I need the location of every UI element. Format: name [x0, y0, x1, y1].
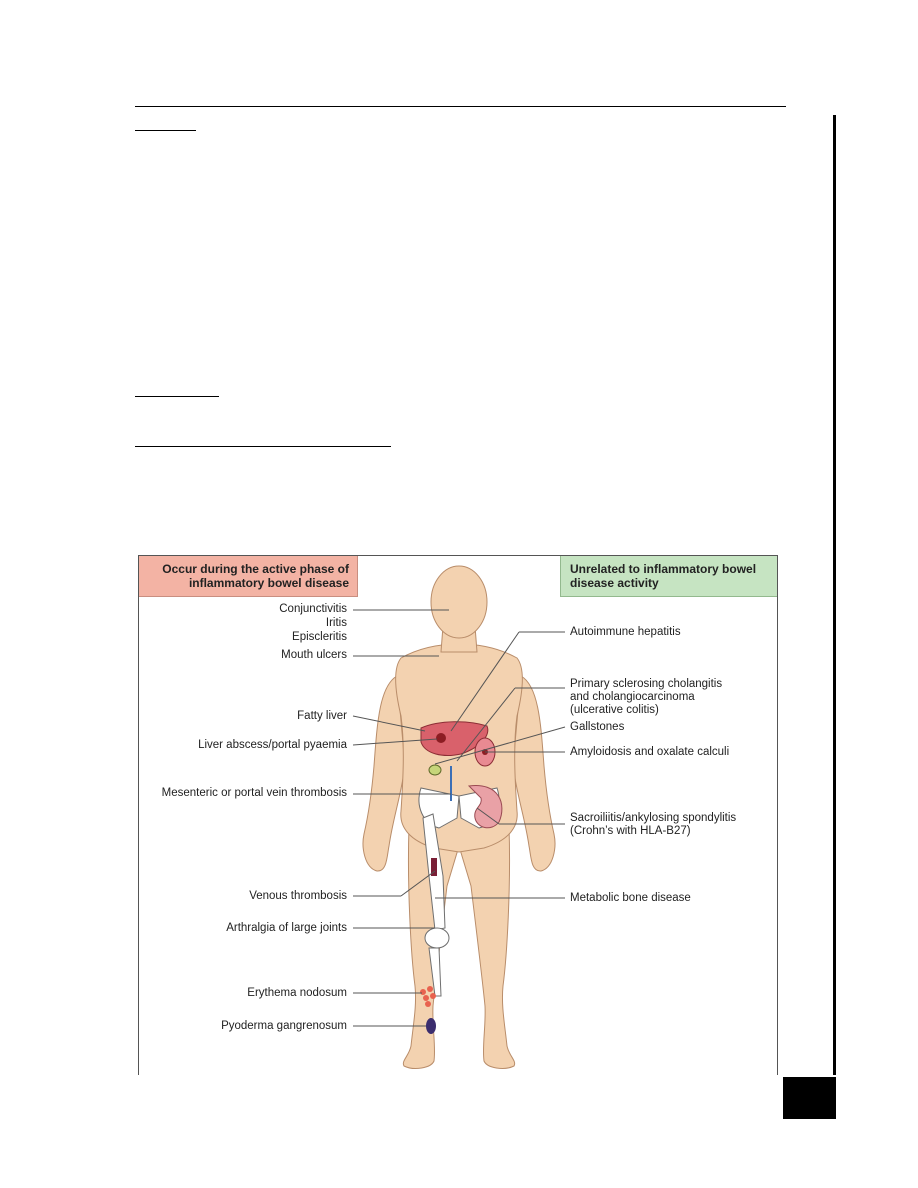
page-corner-block [783, 1077, 836, 1119]
label-erythema-nodosum: Erythema nodosum [247, 987, 347, 999]
label-psc-line1: Primary sclerosing cholangitis [570, 678, 723, 690]
label-sacroiliitis-line1: Sacroiliitis/ankylosing spondylitis [570, 812, 737, 824]
heading-underline-3 [135, 446, 391, 447]
label-psc-line3: (ulcerative colitis) [570, 704, 659, 716]
label-gallstones: Gallstones [570, 721, 625, 733]
label-liver-abscess: Liver abscess/portal pyaemia [198, 739, 347, 751]
ibd-extraintestinal-figure [138, 555, 778, 1075]
label-fatty-liver: Fatty liver [297, 710, 347, 722]
label-conjunctivitis: Conjunctivitis [279, 603, 347, 615]
top-rule [135, 106, 786, 107]
label-sacroiliitis-line2: (Crohn’s with HLA-B27) [570, 825, 691, 837]
label-amyloidosis: Amyloidosis and oxalate calculi [570, 746, 730, 758]
label-venous-thrombosis: Venous thrombosis [249, 890, 347, 902]
label-pyoderma: Pyoderma gangrenosum [221, 1020, 347, 1032]
label-metabolic-bone: Metabolic bone disease [570, 892, 691, 904]
label-mesenteric-thrombosis: Mesenteric or portal vein thrombosis [161, 787, 347, 799]
header-unrelated: Unrelated to inflammatory bowel disease activity [560, 556, 777, 597]
gallbladder [429, 765, 441, 775]
label-arthralgia: Arthralgia of large joints [226, 922, 347, 934]
label-autoimmune-hepatitis: Autoimmune hepatitis [570, 626, 681, 638]
header-active-phase: Occur during the active phase of inflammatory bowel disease [139, 556, 358, 597]
label-iritis: Iritis [325, 617, 347, 629]
heading-underline-2 [135, 396, 219, 397]
label-mouth-ulcers: Mouth ulcers [281, 649, 347, 661]
label-psc-line2: and cholangiocarcinoma [570, 691, 695, 703]
label-episcleritis: Episcleritis [292, 631, 347, 643]
page-side-bar [833, 115, 836, 1075]
heading-underline-1 [135, 130, 196, 131]
